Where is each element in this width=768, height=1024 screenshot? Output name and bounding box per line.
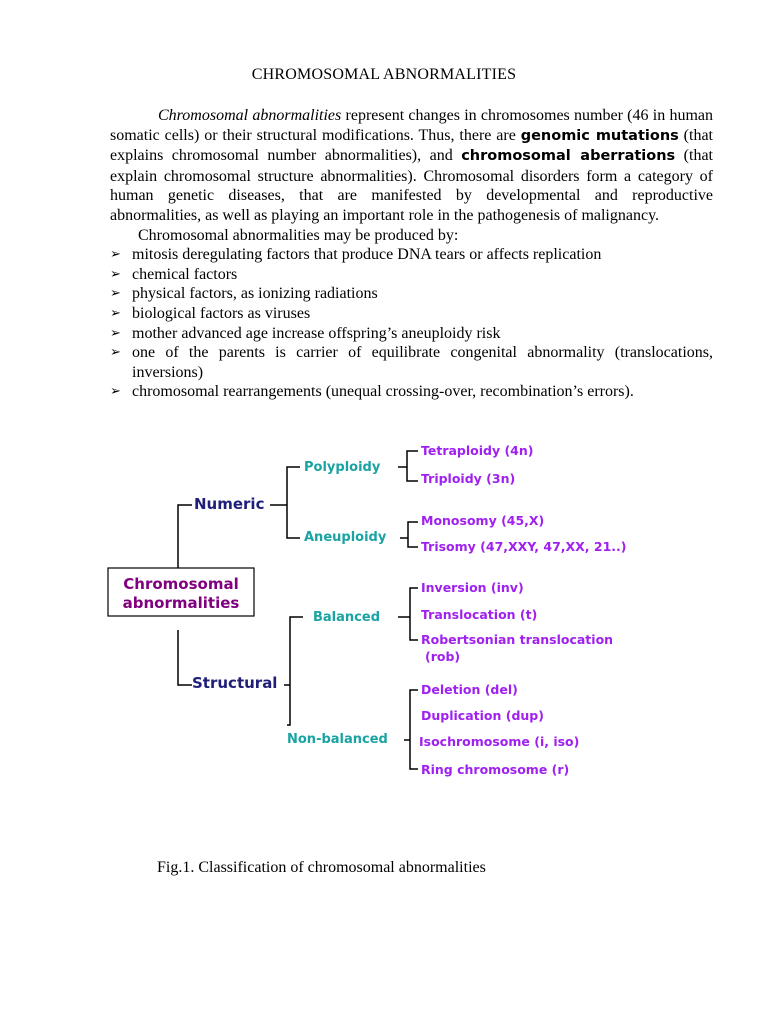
- list-item: ➢ chemical factors: [110, 265, 238, 283]
- leaf-tetraploidy: Tetraploidy (4n): [421, 443, 534, 458]
- connector-balanced: [398, 588, 418, 640]
- structural-label: Structural: [192, 674, 278, 692]
- polyploidy-label: Polyploidy: [304, 460, 381, 475]
- leaf-monosomy: Monosomy (45,X): [421, 513, 545, 528]
- leaf-isochromosome: Isochromosome (i, iso): [419, 734, 580, 749]
- page-title: CHROMOSOMAL ABNORMALITIES: [251, 66, 517, 83]
- list-item: ➢ physical factors, as ionizing radiations: [110, 285, 378, 303]
- arrow-bullet-icon: ➢: [110, 305, 121, 321]
- connector-aneuploidy: [400, 522, 418, 547]
- figure-caption: Fig.1. Classification of chromosomal abnormalities: [157, 859, 486, 876]
- leaf-translocation: Translocation (t): [421, 607, 538, 622]
- arrow-bullet-icon: ➢: [110, 286, 121, 302]
- leaf-ring-chromosome: Ring chromosome (r): [421, 762, 570, 777]
- numeric-label: Numeric: [194, 495, 265, 513]
- leaf-triploidy: Triploidy (3n): [421, 471, 516, 486]
- arrow-bullet-icon: ➢: [110, 384, 121, 400]
- list-item: ➢ mitosis deregulating factors that produce DNA tears or affects replication: [110, 246, 602, 264]
- connector-polyploidy: [398, 451, 418, 481]
- term-chromosomal-abnormalities: Chromosomal abnormalities: [158, 107, 342, 124]
- term-genomic-mutations: genomic mutations: [520, 127, 679, 144]
- root-label-line2: abnormalities: [122, 594, 240, 612]
- root-label-line1: Chromosomal: [123, 575, 239, 593]
- causes-intro: Chromosomal abnormalities may be produced by:: [138, 226, 459, 244]
- connector-nonbalanced: [404, 690, 418, 769]
- leaf-robertsonian-line2: (rob): [425, 649, 461, 664]
- leaf-trisomy: Trisomy (47,XXY, 47,XX, 21..): [421, 539, 627, 554]
- list-item: ➢ one of the parents is carrier of equilibrate congenital abnormality (translocations, inversions): [110, 344, 713, 381]
- aneuploidy-label: Aneuploidy: [304, 530, 387, 545]
- arrow-bullet-icon: ➢: [110, 325, 121, 341]
- causes-list: [110, 245, 713, 402]
- leaf-duplication: Duplication (dup): [421, 708, 544, 723]
- list-item: ➢ mother advanced age increase offspring’s aneuploidy risk: [110, 324, 501, 342]
- balanced-label: Balanced: [313, 610, 380, 625]
- term-chromosomal-aberrations: chromosomal aberrations: [461, 148, 676, 165]
- intro-paragraph: [110, 106, 713, 226]
- leaf-inversion: Inversion (inv): [421, 580, 524, 595]
- paragraph-part3: (that explain chromosomal structure abnormalities). Chromosomal disorders form a category of human genetic diseases, that are manifested by developmental and reproductive abnormalities, as well as playing an important role in the pathogenesis of malignancy.: [110, 147, 713, 224]
- list-item: ➢ biological factors as viruses: [110, 304, 311, 322]
- body-text: [110, 106, 713, 402]
- connector-numeric: [270, 467, 300, 538]
- leaf-deletion: Deletion (del): [421, 682, 518, 697]
- arrow-bullet-icon: ➢: [110, 345, 121, 361]
- paragraph-part1: represent changes in chromosomes number (46 in human somatic cells) or their structural modifications. Thus, there are: [110, 107, 713, 144]
- non-balanced-label: Non-balanced: [287, 732, 388, 747]
- arrow-bullet-icon: ➢: [110, 247, 121, 263]
- leaf-robertsonian-line1: Robertsonian translocation: [421, 632, 614, 647]
- paragraph-part2: (that explains chromosomal number abnormalities), and: [110, 126, 713, 165]
- list-item: ➢ chromosomal rearrangements (unequal crossing-over, recombination’s errors).: [110, 383, 634, 401]
- classification-diagram: [0, 430, 768, 790]
- connector-structural: [284, 617, 303, 725]
- arrow-bullet-icon: ➢: [110, 266, 121, 282]
